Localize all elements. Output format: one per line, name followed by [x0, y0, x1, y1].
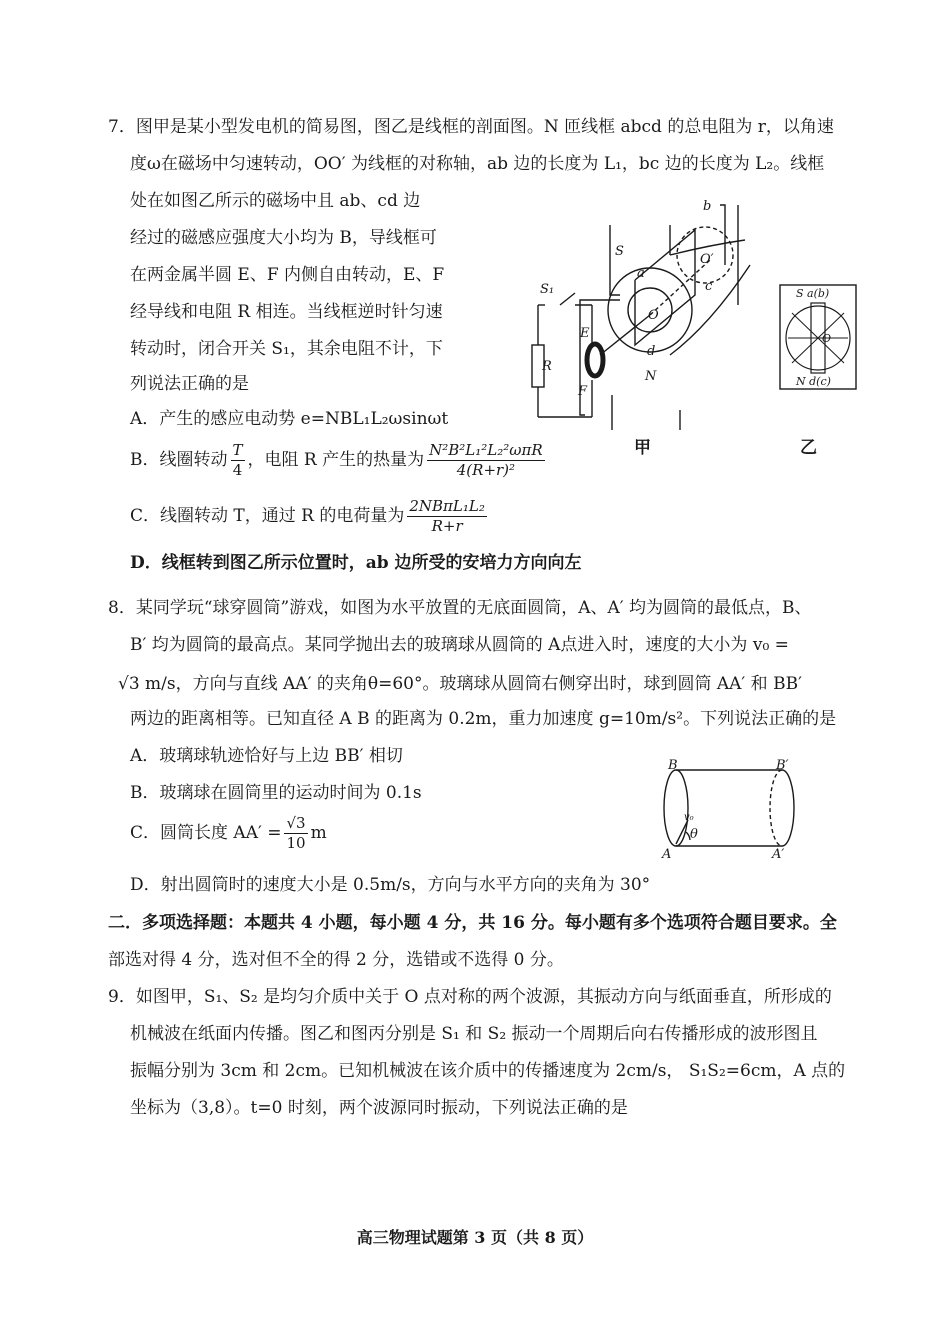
figure-jia-caption: 甲	[634, 438, 651, 458]
q7-stem-line8: 列说法正确的是	[130, 374, 249, 394]
q9-stem-line3: 振幅分别为 3cm 和 2cm。已知机械波在该介质中的传播速度为 2cm/s， S₁S₂=6cm，A 点的	[130, 1061, 846, 1081]
q7-option-b-fraction2	[427, 441, 545, 480]
label-s1: S₁	[540, 282, 555, 297]
q8-stem-line3: √3 m/s，方向与直线 AA′ 的夹角θ=60°。玻璃球从圆筒右侧穿出时，球到圆筒 AA′ 和 BB′	[118, 674, 802, 694]
q9-stem-line2: 机械波在纸面内传播。图乙和图丙分别是 S₁ 和 S₂ 振动一个周期后向右传播形成的波形图且	[130, 1024, 818, 1044]
label-s: S	[615, 244, 624, 259]
q7-figure-yi	[778, 283, 858, 391]
label-n: N	[645, 369, 657, 384]
q7-option-b-frac1-num: T	[232, 441, 243, 459]
q7-figure-jia	[520, 195, 760, 435]
q8-figure-cylinder	[660, 758, 800, 860]
q7-option-c-fraction	[407, 497, 487, 536]
label-a-prime: A′	[772, 847, 785, 860]
label-d: d	[647, 344, 656, 359]
section2-header-line1: 二．多项选择题：本题共 4 小题，每小题 4 分，共 16 分。每小题有多个选项符合题目要求。全	[108, 913, 837, 933]
q7-stem-line2: 度ω在磁场中匀速转动，OO′ 为线框的对称轴，ab 边的长度为 L₁，bc 边的长度为 L₂。线框	[130, 154, 825, 174]
section2-header-line2: 部选对得 4 分，选对但不全的得 2 分，选错或不选得 0 分。	[108, 950, 564, 970]
q7-option-b-frac1-den: 4	[232, 461, 243, 479]
q8-option-c-text: C．圆筒长度 AA′ =	[130, 823, 282, 843]
q7-option-b-fraction1	[231, 441, 245, 480]
label-c: c	[705, 279, 713, 294]
switch-s1	[560, 293, 575, 305]
q9-stem-line1: 9．如图甲，S₁、S₂ 是均匀介质中关于 O 点对称的两个波源，其振动方向与纸面垂直，所形成的	[108, 987, 832, 1007]
label-a: a	[637, 266, 645, 281]
label-b: b	[703, 199, 712, 214]
q8-stem-line2: B′ 均为圆筒的最高点。某同学抛出去的玻璃球从圆筒的 A点进入时，速度的大小为 v₀ =	[130, 635, 789, 655]
q8-option-d: D．射出圆筒时的速度大小是 0.5m/s，方向与水平方向的夹角为 30°	[130, 875, 651, 895]
page-footer: 高三物理试题第 3 页（共 8 页）	[356, 1228, 594, 1247]
q7-stem-line3: 处在如图乙所示的磁场中且 ab、cd 边	[130, 191, 421, 211]
label-f: F	[578, 384, 588, 399]
label-yi-top: S a(b)	[796, 287, 830, 300]
label-yi-bottom: N d(c)	[796, 375, 831, 388]
q7-option-d: D．线框转到图乙所示位置时，ab 边所受的安培力方向向左	[130, 553, 582, 573]
q8-option-c-frac-den: 10	[286, 834, 306, 852]
label-o: O	[648, 308, 659, 323]
cylinder-left-end	[664, 770, 688, 846]
q7-option-c	[130, 496, 490, 536]
q7-stem-line5: 在两金属半圆 E、F 内侧自由转动，E、F	[130, 265, 445, 285]
q8-stem-line4: 两边的距离相等。已知直径 A B 的距离为 0.2m，重力加速度 g=10m/s²。下列说法正确的是	[130, 709, 837, 729]
q7-option-a: A．产生的感应电动势 e=NBL₁L₂ωsinωt	[130, 409, 449, 429]
q7-option-b	[130, 440, 548, 480]
q8-option-b: B．玻璃球在圆筒里的运动时间为 0.1s	[130, 783, 422, 803]
q8-option-c-unit: m	[310, 823, 327, 843]
q7-stem-line1: 7．图甲是某小型发电机的简易图，图乙是线框的剖面图。N 匝线框 abcd 的总电阻为 r，以角速	[108, 117, 834, 137]
q7-option-c-frac-num: 2NBπL₁L₂	[409, 497, 485, 515]
label-v0: v₀	[684, 812, 694, 823]
q7-stem-line6: 经导线和电阻 R 相连。当线框逆时针匀速	[130, 302, 443, 322]
label-r: R	[542, 359, 552, 374]
q8-stem-line1: 8．某同学玩“球穿圆筒”游戏，如图为水平放置的无底面圆筒，A、A′ 均为圆筒的最低点，B、	[108, 598, 812, 618]
q7-option-b-mid: ，电阻 R 产生的热量为	[247, 450, 425, 470]
q7-stem-line4: 经过的磁感应强度大小均为 B，导线框可	[130, 228, 437, 248]
figure-yi-caption: 乙	[800, 438, 817, 458]
label-yi-o: O	[822, 332, 832, 345]
label-e: E	[580, 326, 590, 341]
q8-option-a: A．玻璃球轨迹恰好与上边 BB′ 相切	[130, 746, 403, 766]
slip-ring	[587, 344, 603, 376]
cylinder-right-end	[782, 770, 794, 846]
q7-option-b-frac2-num: N²B²L₁²L₂²ωπR	[429, 441, 543, 459]
q7-option-c-text: C．线圈转动 T，通过 R 的电荷量为	[130, 506, 405, 526]
label-o-prime: O′	[700, 252, 714, 267]
label-a: A	[662, 847, 672, 860]
q8-option-c	[130, 813, 327, 853]
q7-stem-line7: 转动时，闭合开关 S₁，其余电阻不计，下	[130, 339, 443, 359]
q7-option-c-frac-den: R+r	[431, 517, 463, 535]
q8-option-c-frac-num: √3	[286, 814, 306, 832]
q8-option-c-fraction	[284, 814, 307, 853]
label-theta: θ	[690, 827, 698, 842]
q7-option-b-text: B．线圈转动	[130, 450, 228, 470]
q9-stem-line4: 坐标为（3,8）。t=0 时刻，两个波源同时振动，下列说法正确的是	[130, 1098, 628, 1118]
q7-option-b-frac2-den: 4(R+r)²	[456, 461, 516, 479]
label-b: B	[668, 758, 678, 773]
label-b-prime: B′	[776, 758, 789, 773]
